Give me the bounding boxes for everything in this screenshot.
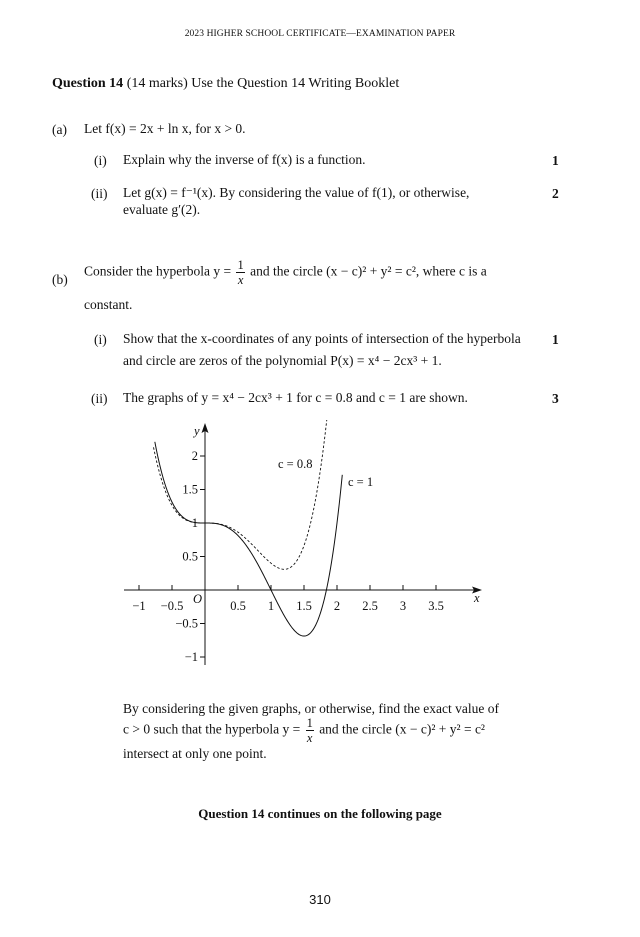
part-b-ii-label: (ii) <box>91 391 108 406</box>
part-a-ii-line2: evaluate g′(2). <box>123 202 201 217</box>
part-b-ii-para-line1: By considering the given graphs, or otherwise, find the exact value of <box>123 701 500 716</box>
y-tick-label: 0.5 <box>182 549 198 564</box>
question-marks: (14 marks) <box>126 76 188 91</box>
x-tick-label: 1 <box>267 599 275 613</box>
y-tick-label: 1 <box>191 516 198 530</box>
part-a-label: (a) <box>52 122 67 137</box>
y-tick-label: 2 <box>191 449 198 463</box>
part-b-i-label: (i) <box>94 332 107 347</box>
polynomial-graph <box>120 420 500 675</box>
part-b-label: (b) <box>52 272 68 287</box>
part-a-ii-marks: 2 <box>552 186 559 201</box>
series-label-c-1: c = 1 <box>348 475 374 489</box>
x-tick-label: 3 <box>399 599 407 613</box>
x-tick-label: −1 <box>132 599 146 613</box>
page-number: 310 <box>309 892 331 907</box>
part-b-i-line2: and circle are zeros of the polynomial P(x) = x⁴ − 2cx³ + 1. <box>123 353 442 368</box>
part-a-ii-label: (ii) <box>91 186 108 201</box>
part-a-intro: Let f(x) = 2x + ln x, for x > 0. <box>84 121 246 136</box>
x-tick-label: 1.5 <box>296 599 312 613</box>
part-a-i-marks: 1 <box>552 153 559 168</box>
series-label-c-0.8: c = 0.8 <box>278 457 313 471</box>
para-line2-pre: c > 0 such that the hyperbola y = <box>123 721 301 737</box>
series-curve-0 <box>154 420 328 569</box>
x-tick-label: 0.5 <box>230 599 246 613</box>
part-a-i-label: (i) <box>94 153 107 168</box>
part-b-intro <box>84 258 487 287</box>
question-booklet: Use the Question 14 Writing Booklet <box>191 76 400 91</box>
para-line2-post: and the circle (x − c)² + y² = c² <box>319 721 485 737</box>
graph-labels <box>132 424 480 664</box>
hyperbola-fraction: $\frac{1}{x}$ <box>237 258 244 287</box>
exam-header: 2023 HIGHER SCHOOL CERTIFICATE—EXAMINATION PAPER <box>184 29 456 39</box>
x-tick-label: 3.5 <box>428 599 444 613</box>
y-axis-label: y <box>194 424 200 438</box>
hyperbola-fraction-2: $\frac{1}{x}$ <box>306 716 313 745</box>
part-b-intro-post: and the circle (x − c)² + y² = c², where c is a <box>250 263 487 279</box>
part-b-i-line1: Show that the x-coordinates of any points of intersection of the hyperbola <box>123 331 521 346</box>
question-title <box>52 76 399 92</box>
origin-label: O <box>193 592 203 606</box>
continues-note: Question 14 continues on the following page <box>198 806 442 821</box>
question-number: Question 14 <box>52 76 124 91</box>
part-b-i-marks: 1 <box>552 332 559 347</box>
y-tick-label: −0.5 <box>175 616 198 631</box>
x-axis-label: x <box>474 591 480 605</box>
part-b-intro-line2: constant. <box>84 297 133 312</box>
part-a-ii-line1: Let g(x) = f⁻¹(x). By considering the value of f(1), or otherwise, <box>123 185 470 200</box>
part-a-i-text: Explain why the inverse of f(x) is a function. <box>123 152 366 167</box>
x-tick-label: 2 <box>333 599 341 613</box>
y-tick-label: −1 <box>184 650 198 664</box>
part-b-ii-text: The graphs of y = x⁴ − 2cx³ + 1 for c = 0.8 and c = 1 are shown. <box>123 390 468 405</box>
x-tick-label: −0.5 <box>160 599 184 613</box>
part-b-ii-para-line2 <box>123 716 485 745</box>
part-b-ii-para-line3: intersect at only one point. <box>123 746 267 761</box>
x-tick-label: 2.5 <box>362 599 378 613</box>
y-tick-label: 1.5 <box>182 482 198 497</box>
part-b-ii-marks: 3 <box>552 391 559 406</box>
part-b-intro-pre: Consider the hyperbola y = <box>84 263 232 279</box>
